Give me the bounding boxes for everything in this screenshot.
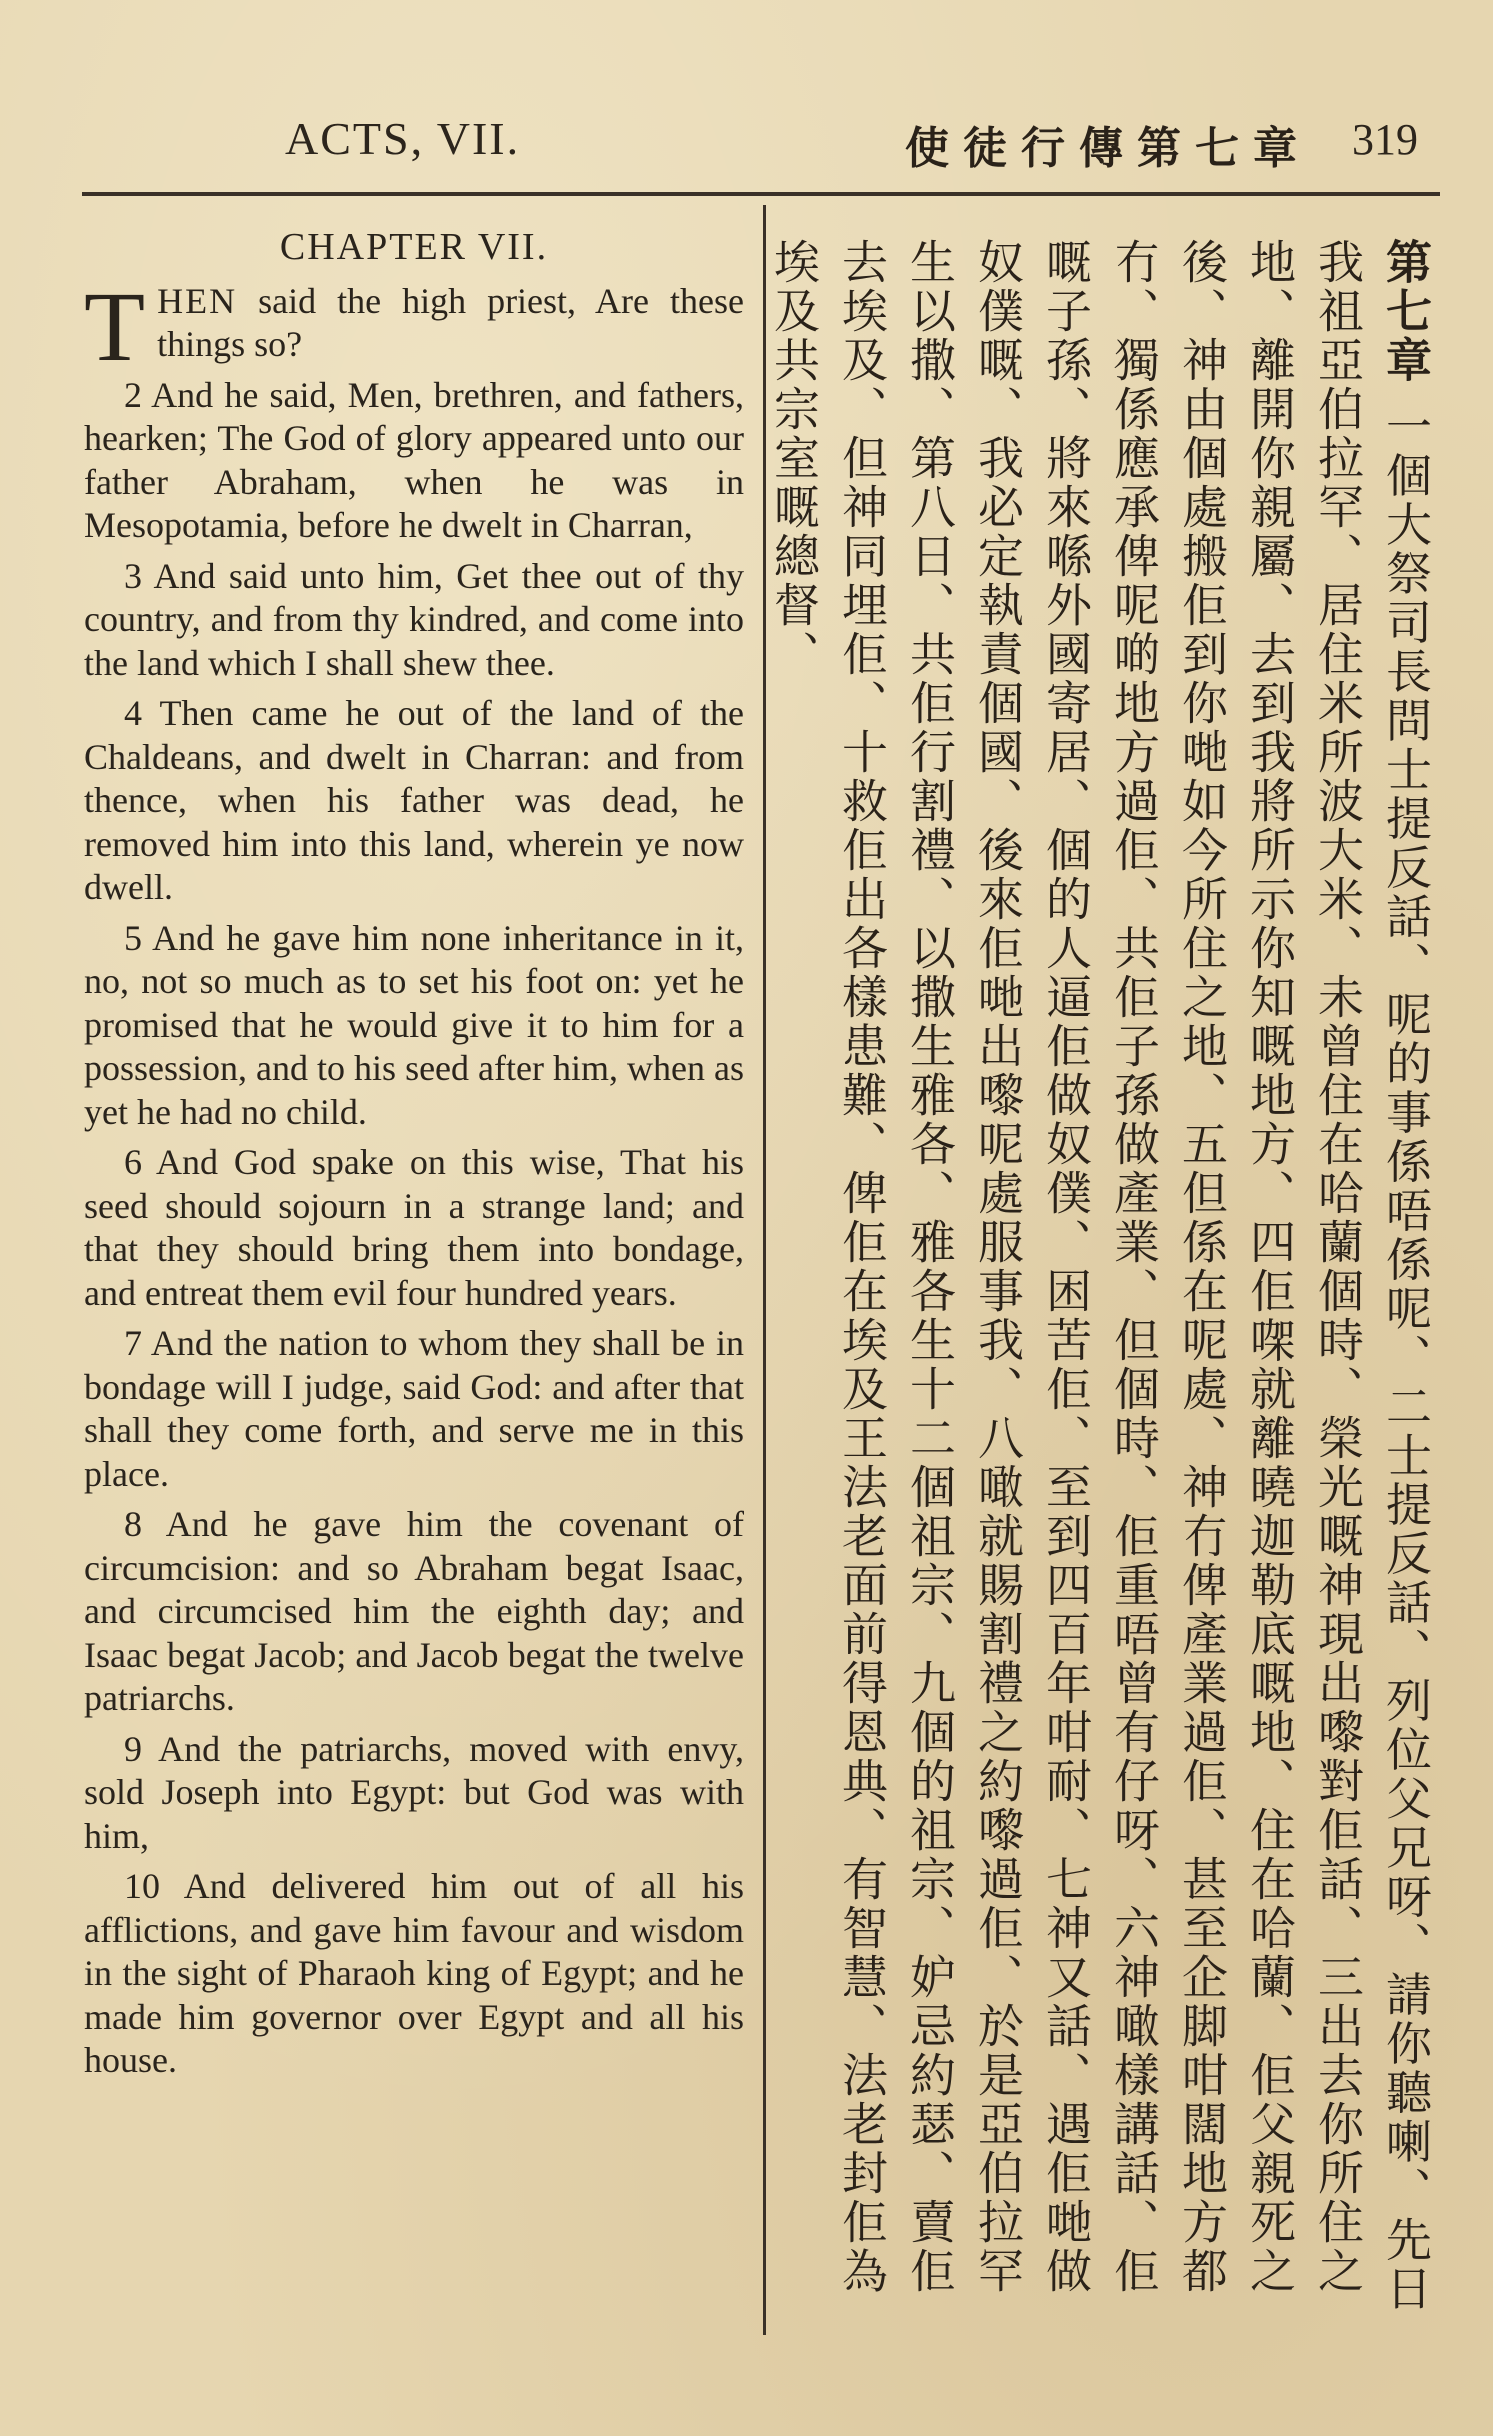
chinese-text: 一個大祭司長問士提反話、呢的事係唔係呢、二士提反話、列位父兄呀、請你聽喇、先日我祖亞伯拉罕、居住米所波大米、未曾住在哈蘭個時、榮光嘅神現出嚟對佢話、三出去你所住之地、離開你親屬、去到我將所示你知嘅地方、四佢㗎就離曉迦勒底嘅地、住在哈蘭、佢父親死之後、神由個處搬佢到你哋如今所住之地、五但係在呢處、神冇俾產業過佢、甚至企脚咁闊地方都冇、獨係應承俾呢啲地方過佢、共佢子孫做產業、但個時、佢重唔曾有仔呀、六神噉樣講話、佢嘅子孫、將來喺外國寄居、個的人逼佢做奴僕、困苦佢、至到四百年咁耐、七神又話、遇佢哋做奴僕嘅、我必定執責個國、後來佢哋出嚟呢處服事我、八噉就賜割禮之約嚟過佢、於是亞伯拉罕生以撒、第八日、共佢行割禮、以撒生雅各、雅各生十二個祖宗、九個的祖宗、妒忌約瑟、賣佢去埃及、但神同埋佢、十救佢出各樣患難、俾佢在埃及王法老面前得恩典、有智慧、法老封佢為埃及共宗室嘅總督、 (767, 238, 1433, 2314)
verse-5: 5 And he gave him none inheritance in it, no, not so much as to set his foot on: yet he promised that he would give it to him for a possession, and to his seed after him, when as yet he had no child. (84, 917, 744, 1132)
verse-8: 8 And he gave him the covenant of circumcision: and so Abraham begat Isaac, and circumcised him the eighth day; and Isaac begat Jacob; and Jacob begat the twelve patriarchs. (84, 1504, 744, 1718)
page-number: 319 (1352, 115, 1418, 164)
verse-10: 10 And delivered him out of all his afflictions, and gave him favour and wisdom in the sight of Pharaoh king of Egypt; and he made him governor over Egypt and all his house. (84, 1866, 744, 2080)
header-rule (82, 192, 1440, 196)
running-head-english: ACTS, VII. (285, 113, 521, 164)
verse-6: 6 And God spake on this wise, That his seed should sojourn in a strange land; and that they should bring them into bondage, and entreat them evil four hundred years. (84, 1142, 744, 1313)
verse-1-text: said the high priest, Are these things so? (157, 280, 744, 364)
english-column (84, 226, 744, 2090)
chinese-chapter-label: 第七章 (1379, 238, 1433, 385)
verse-3: 3 And said unto him, Get thee out of thy country, and from thy kindred, and come into the land which I shall shew thee. (84, 555, 744, 683)
chinese-column (767, 238, 1440, 2338)
verse-1 (84, 270, 744, 382)
verse-7: 7 And the nation to whom they shall be in bondage will I judge, said God: and after that shall they come forth, and serve me in this place. (84, 1323, 744, 1494)
running-head-chinese: 使徒行傳第七章 (905, 123, 1311, 174)
chapter-heading: CHAPTER VII. (279, 226, 549, 268)
verse-2: 2 And he said, Men, brethren, and fathers, hearken; The God of glory appeared unto our father Abraham, when he was in Mesopotamia, before he dwelt in Charran, (84, 374, 744, 545)
verse-1-first-word: HEN (157, 280, 238, 321)
verse-9: 9 And the patriarchs, moved with envy, sold Joseph into Egypt: but God was with him, (84, 1728, 744, 1856)
verse-4: 4 Then came he out of the land of the Chaldeans, and dwelt in Charran: and from thence, when his father was dead, he removed him into this land, wherein ye now dwell. (84, 693, 744, 907)
drop-cap: T (84, 270, 146, 382)
